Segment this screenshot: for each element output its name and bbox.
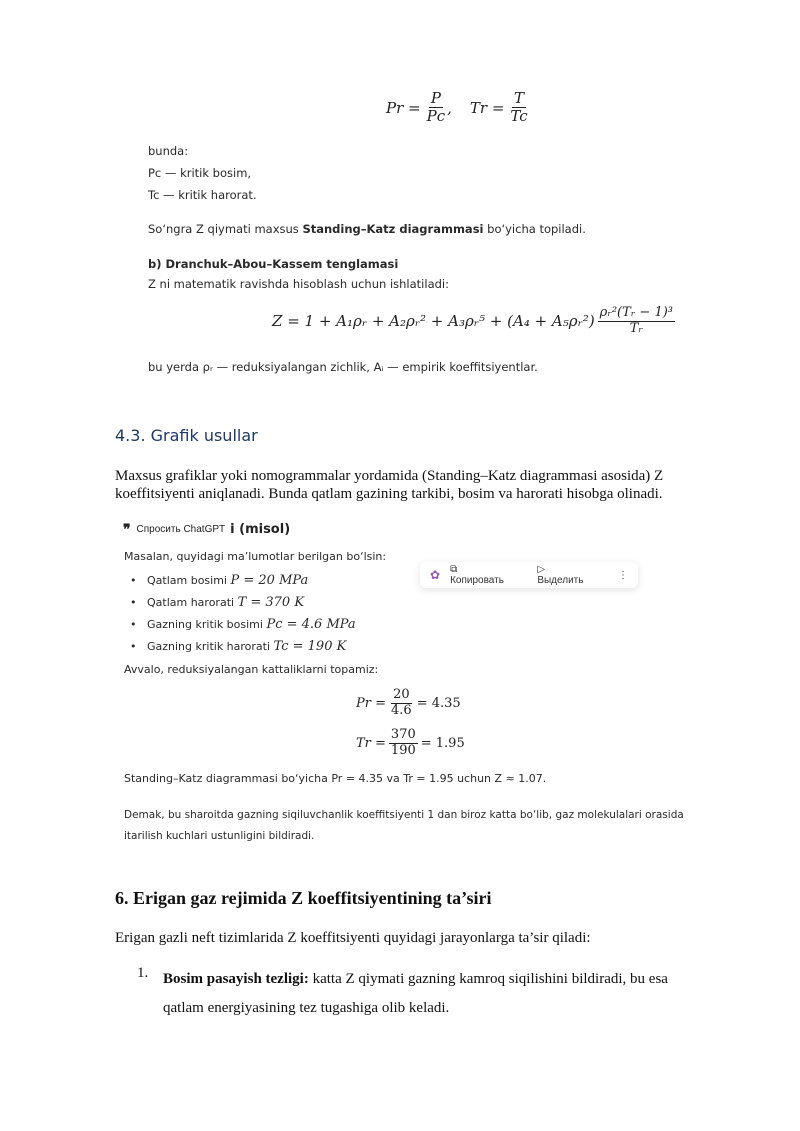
select-icon: ▷ (537, 564, 546, 575)
example-title-row (123, 521, 290, 538)
pr-label: Pr = (386, 98, 421, 117)
standing-result: Standing–Katz diagrammasi bo‘yicha Pr = 4.35 va Tr = 1.95 uchun Z ≈ 1.07. (124, 772, 547, 785)
example-title-tail: i (misol) (230, 522, 291, 537)
list-item: • Gazning kritik bosimi Pc = 4.6 MPa (130, 617, 356, 632)
selection-toolbar (420, 562, 638, 588)
list-item-number: 1. (137, 965, 149, 981)
pr-fraction (425, 90, 448, 126)
bunda-text: bunda: (148, 144, 189, 158)
quote-icon: ❞ (123, 521, 131, 537)
pc-definition: Pc — kritik bosim, (148, 166, 252, 180)
standing-katz-bold: Standing–Katz diagrammasi (302, 222, 484, 236)
section-6-heading: 6. Erigan gaz rejimida Z koeffitsiyentining ta’siri (115, 888, 492, 908)
z-equation-numerator: ρᵣ²(Tᵣ − 1)³ (599, 305, 674, 320)
section-b-description: Z ni matematik ravishda hisoblash uchun ishlatiladi: (148, 277, 449, 291)
list-item: • Gazning kritik harorati Tc = 190 K (130, 639, 347, 654)
conclusion-text: Demak, bu sharoitda gazning siqiluvchanlik koeffitsiyenti 1 dan biroz katta bo‘lib, gaz molekulalari orasida itarilish kuchlari ustunligini bildiradi. (124, 809, 684, 842)
pr-calculation: Pr = $\frac{20}{4.6}$ = 4.35 (356, 687, 461, 718)
tr-calculation: Tr = $\frac{370}{190}$ = 1.95 (356, 727, 465, 758)
copy-button[interactable]: ⧉ Копировать (450, 564, 504, 586)
tr-fraction (508, 90, 529, 126)
list-item: • Qatlam harorati T = 370 K (130, 595, 305, 610)
list-item: Bosim pasayish tezligi: katta Z qiymati gazning kamroq siqilishini bildiradi, bu esa qatlam energiyasining tez tugashiga olib keladi. (163, 971, 668, 1016)
bu-yerda-text: bu yerda ρᵣ — reduksiyalangan zichlik, Aᵢ — empirik koeffitsiyentlar. (148, 360, 538, 374)
z-equation-denominator: Tᵣ (629, 320, 643, 336)
section-43-heading: 4.3. Grafik usullar (115, 426, 258, 445)
section-b-title: b) Dranchuk–Abou–Kassem tenglamasi (148, 257, 399, 271)
tr-denominator: Tc (510, 107, 528, 126)
z-equation-left: Z = 1 + A₁ρᵣ + A₂ρᵣ² + A₃ρᵣ⁵ + (A₄ + A₅ρᵣ²) (272, 312, 595, 331)
sungra-line: So‘ngra Z qiymati maxsus Standing–Katz diagrammasi bo‘yicha topiladi. (148, 222, 586, 236)
section-43-paragraph: Maxsus grafiklar yoki nomogrammalar yordamida (Standing–Katz diagrammasi asosida) Z koeffitsiyenti aniqlanadi. Bunda qatlam gazining tarkibi, bosim va harorati hisobga olinadi. (115, 468, 664, 502)
tr-numerator: T (514, 89, 525, 107)
reduced-intro: Avvalo, reduksiyalangan kattaliklarni topamiz: (124, 663, 379, 676)
reduced-formulas: Pr = $\frac{P}{Pc}$ , Tr = $\frac{T}{Tc}$ (386, 89, 528, 126)
z-equation (272, 306, 675, 337)
example-intro: Masalan, quyidagi ma’lumotlar berilgan bo‘lsin: (124, 550, 387, 563)
more-options-button[interactable]: ⋮ (618, 569, 628, 581)
ask-chatgpt-button[interactable]: Спросить ChatGPT (136, 524, 226, 535)
z-equation-fraction (598, 306, 675, 337)
list-item: • Qatlam bosimi P = 20 MPa (130, 573, 309, 588)
select-button[interactable]: ▷ Выделить (537, 564, 584, 586)
pr-numerator: P (430, 89, 441, 107)
tr-label: Tr = (469, 98, 505, 117)
pr-denominator: Pc (426, 107, 446, 126)
section-6-intro: Erigan gazli neft tizimlarida Z koeffitsiyenti quyidagi jarayonlarga ta’sir qiladi: (115, 930, 591, 946)
copy-icon: ⧉ (450, 564, 458, 575)
tc-definition: Tc — kritik harorat. (148, 188, 257, 202)
chatgpt-logo-icon[interactable]: ✿ (430, 568, 441, 582)
